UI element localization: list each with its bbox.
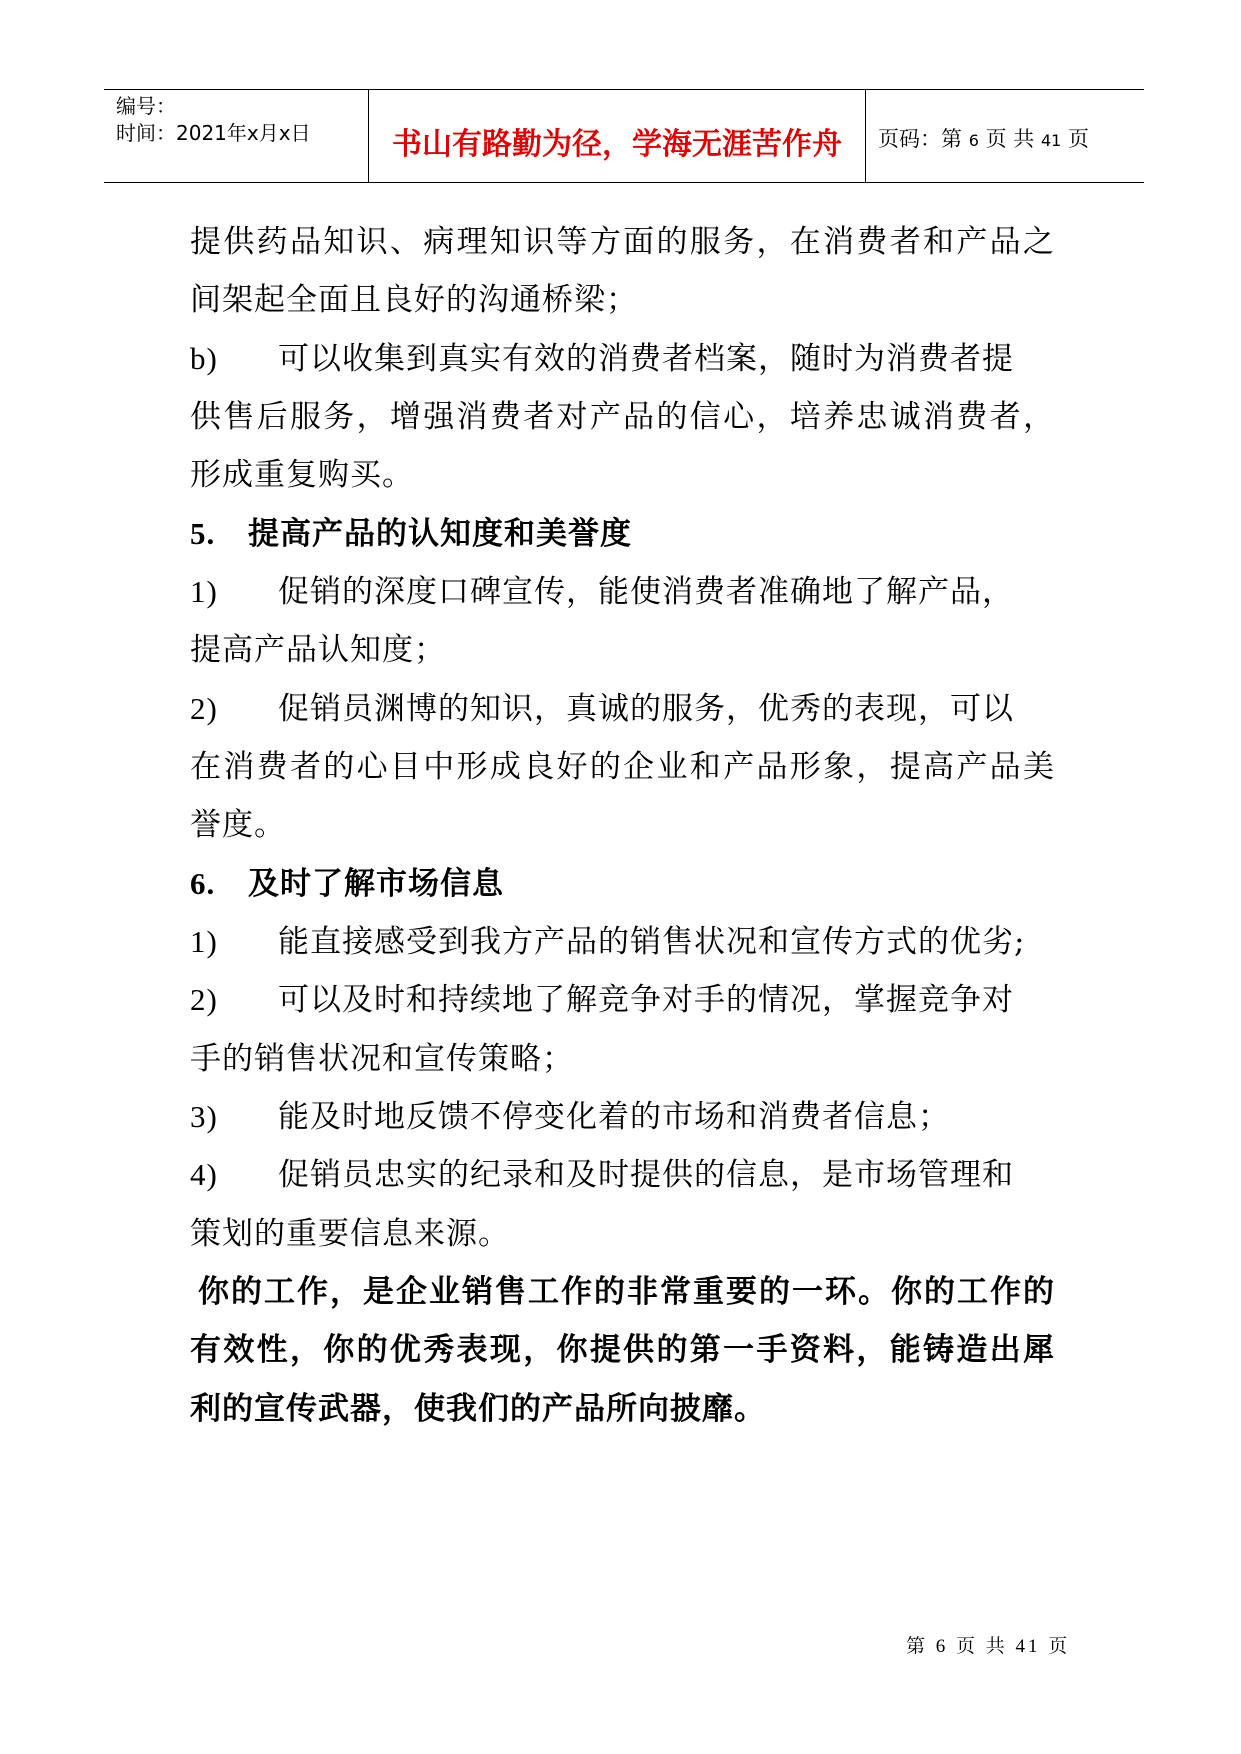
list-item — [190, 566, 1014, 611]
list-item — [190, 683, 1014, 728]
paragraph-line: 在消费者的心目中形成良好的企业和产品形象，提高产品美 — [190, 749, 1055, 785]
header-left-cell — [104, 90, 369, 182]
paragraph-line: 提高产品认知度； — [190, 632, 446, 668]
list-text: 能直接感受到我方产品的销售状况和宣传方式的优劣; — [278, 924, 1026, 960]
section-number: 6. — [190, 866, 216, 901]
page-footer: 第 6 页 共 41 页 — [906, 1636, 1071, 1657]
list-item — [190, 1091, 950, 1136]
list-text: 促销员渊博的知识，真诚的服务，优秀的表现，可以 — [278, 691, 1014, 727]
list-marker: b) — [190, 341, 218, 376]
closing-line: 你的工作，是企业销售工作的非常重要的一环。你的工作的 — [198, 1274, 1055, 1310]
page-total: 41 — [1040, 131, 1062, 150]
paragraph-line: 供售后服务，增强消费者对产品的信心，培养忠诚消费者， — [190, 399, 1055, 435]
list-item — [190, 1149, 1014, 1194]
section-title: 及时了解市场信息 — [248, 866, 504, 902]
document-date: 时间：2021年x月x日 — [116, 121, 311, 145]
list-marker: 4) — [190, 1157, 218, 1192]
paragraph-line: 手的销售状况和宣传策略； — [190, 1041, 574, 1077]
paragraph-line: 提供药品知识、病理知识等方面的服务，在消费者和产品之 — [190, 224, 1055, 260]
page-suffix: 页 — [1067, 127, 1089, 151]
list-item — [190, 916, 1025, 961]
paragraph-line: 誉度。 — [190, 807, 286, 843]
section-title: 提高产品的认知度和美誉度 — [248, 516, 632, 552]
page-current: 6 — [968, 131, 979, 150]
list-marker: 2) — [190, 691, 218, 726]
closing-line: 利的宣传武器，使我们的产品所向披靡。 — [190, 1391, 766, 1427]
list-text: 促销的深度口碑宣传，能使消费者准确地了解产品， — [278, 574, 1014, 610]
list-marker: 3) — [190, 1099, 218, 1134]
document-number-label: 编号： — [116, 94, 176, 118]
section-number: 5. — [190, 516, 216, 551]
header-motto-cell — [369, 90, 866, 182]
page-mid: 页 共 — [985, 127, 1035, 151]
list-marker: 1) — [190, 924, 218, 959]
list-item-b — [190, 333, 1014, 378]
section-heading-6 — [190, 858, 504, 903]
paragraph-line: 间架起全面且良好的沟通桥梁； — [190, 282, 638, 318]
page-prefix: 页码：第 — [878, 127, 962, 151]
list-text: 促销员忠实的纪录和及时提供的信息，是市场管理和 — [278, 1157, 1014, 1193]
list-text: 可以及时和持续地了解竞争对手的情况，掌握竞争对 — [278, 982, 1014, 1018]
header-page-number — [878, 123, 1089, 153]
section-heading-5 — [190, 508, 632, 553]
closing-line: 有效性，你的优秀表现，你提供的第一手资料，能铸造出犀 — [190, 1332, 1055, 1368]
list-text: 能及时地反馈不停变化着的市场和消费者信息； — [278, 1099, 950, 1135]
paragraph-line: 策划的重要信息来源。 — [190, 1216, 510, 1252]
header-page-cell — [866, 90, 1144, 182]
page-header — [104, 89, 1144, 183]
list-text: 可以收集到真实有效的消费者档案，随时为消费者提 — [278, 341, 1014, 377]
list-item — [190, 974, 1014, 1019]
list-marker: 1) — [190, 574, 218, 609]
list-marker: 2) — [190, 982, 218, 1017]
header-motto: 书山有路勤为径，学海无涯苦作舟 — [392, 127, 842, 162]
paragraph-line: 形成重复购买。 — [190, 457, 414, 493]
